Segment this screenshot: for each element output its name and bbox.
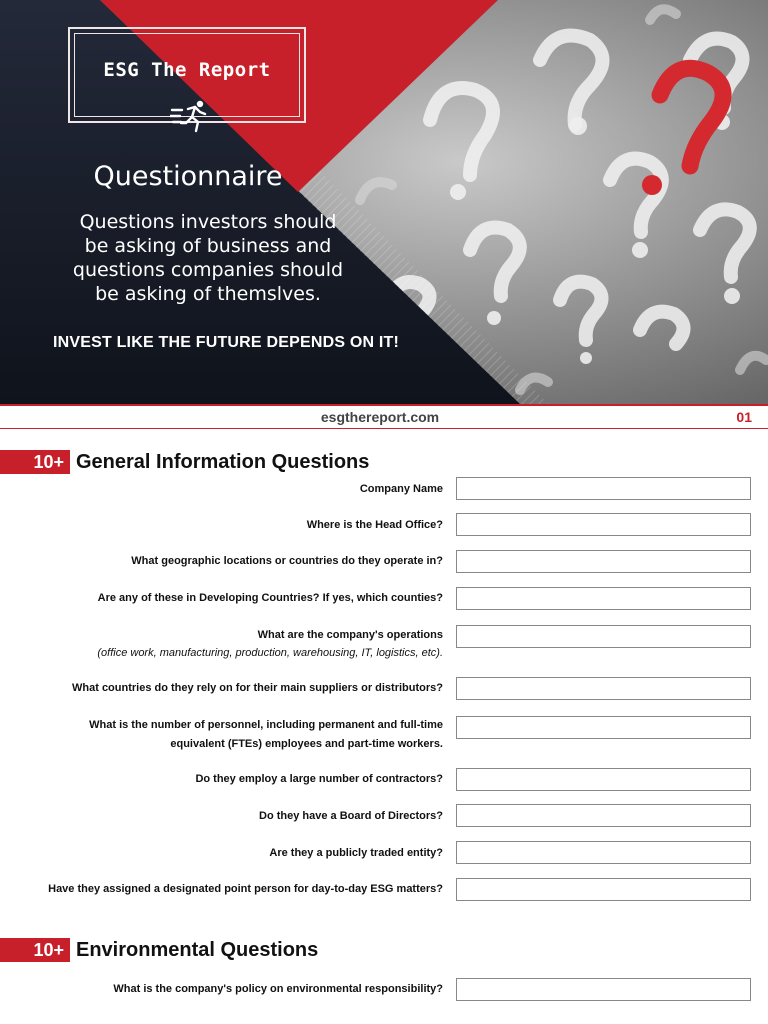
question-label-text: What are the company's operations: [257, 629, 443, 641]
running-person-icon: [170, 100, 210, 134]
divider: [0, 428, 768, 429]
hero-banner: [0, 0, 768, 404]
brand-logo-text: ESG The Report: [103, 59, 271, 81]
answer-field-developing-countries[interactable]: [456, 587, 751, 610]
question-label: Where is the Head Office?: [306, 519, 443, 531]
divider: [0, 404, 768, 406]
answer-field-environmental-policy[interactable]: [456, 978, 751, 1001]
question-label-line: equivalent (FTEs) employees and part-time workers.: [170, 738, 443, 750]
question-label: Company Name: [359, 483, 443, 495]
answer-field-operations[interactable]: [456, 625, 751, 648]
question-label-line: What is the number of personnel, including permanent and full-time: [89, 719, 443, 731]
question-note: (office work, manufacturing, production, warehousing, IT, logistics, etc).: [97, 647, 443, 659]
answer-field-board[interactable]: [456, 804, 751, 827]
section-badge: 10+: [0, 938, 70, 962]
hero-subtitle-line: questions companies should: [72, 259, 344, 281]
section-header-environmental: [0, 938, 318, 962]
question-label: What countries do they rely on for their main suppliers or distributors?: [72, 682, 443, 694]
answer-field-contractors[interactable]: [456, 768, 751, 791]
section-badge: 10+: [0, 450, 70, 474]
question-label: Have they assigned a designated point person for day-to-day ESG matters?: [48, 883, 443, 895]
hero-subtitle: [50, 210, 366, 306]
hero-subtitle-line: be asking of themslves.: [95, 283, 321, 305]
question-label: What geographic locations or countries do they operate in?: [131, 555, 443, 567]
question-label: What is the company's policy on environmental responsibility?: [113, 983, 443, 995]
answer-field-locations[interactable]: [456, 550, 751, 573]
answer-field-head-office[interactable]: [456, 513, 751, 536]
question-label: [23, 626, 443, 662]
answer-field-company-name[interactable]: [456, 477, 751, 500]
hero-title: Questionnaire: [93, 161, 283, 192]
page-number: 01: [736, 409, 752, 425]
question-label: Are they a publicly traded entity?: [269, 847, 443, 859]
answer-field-esg-point-person[interactable]: [456, 878, 751, 901]
section-title: General Information Questions: [76, 450, 370, 473]
question-label: Do they employ a large number of contractors?: [195, 773, 443, 785]
question-label: [23, 716, 443, 754]
question-label: Do they have a Board of Directors?: [259, 810, 443, 822]
answer-field-publicly-traded[interactable]: [456, 841, 751, 864]
answer-field-personnel[interactable]: [456, 716, 751, 739]
site-url[interactable]: esgthereport.com: [320, 409, 440, 425]
answer-field-suppliers[interactable]: [456, 677, 751, 700]
hero-tagline: INVEST LIKE THE FUTURE DEPENDS ON IT!: [52, 334, 400, 351]
section-title: Environmental Questions: [76, 938, 319, 961]
question-label: Are any of these in Developing Countries? If yes, which counties?: [97, 592, 443, 604]
brand-logo: [68, 27, 306, 123]
hero-subtitle-line: Questions investors should: [79, 211, 337, 233]
section-header-general: [0, 450, 369, 474]
hero-subtitle-line: be asking of business and: [84, 235, 332, 257]
